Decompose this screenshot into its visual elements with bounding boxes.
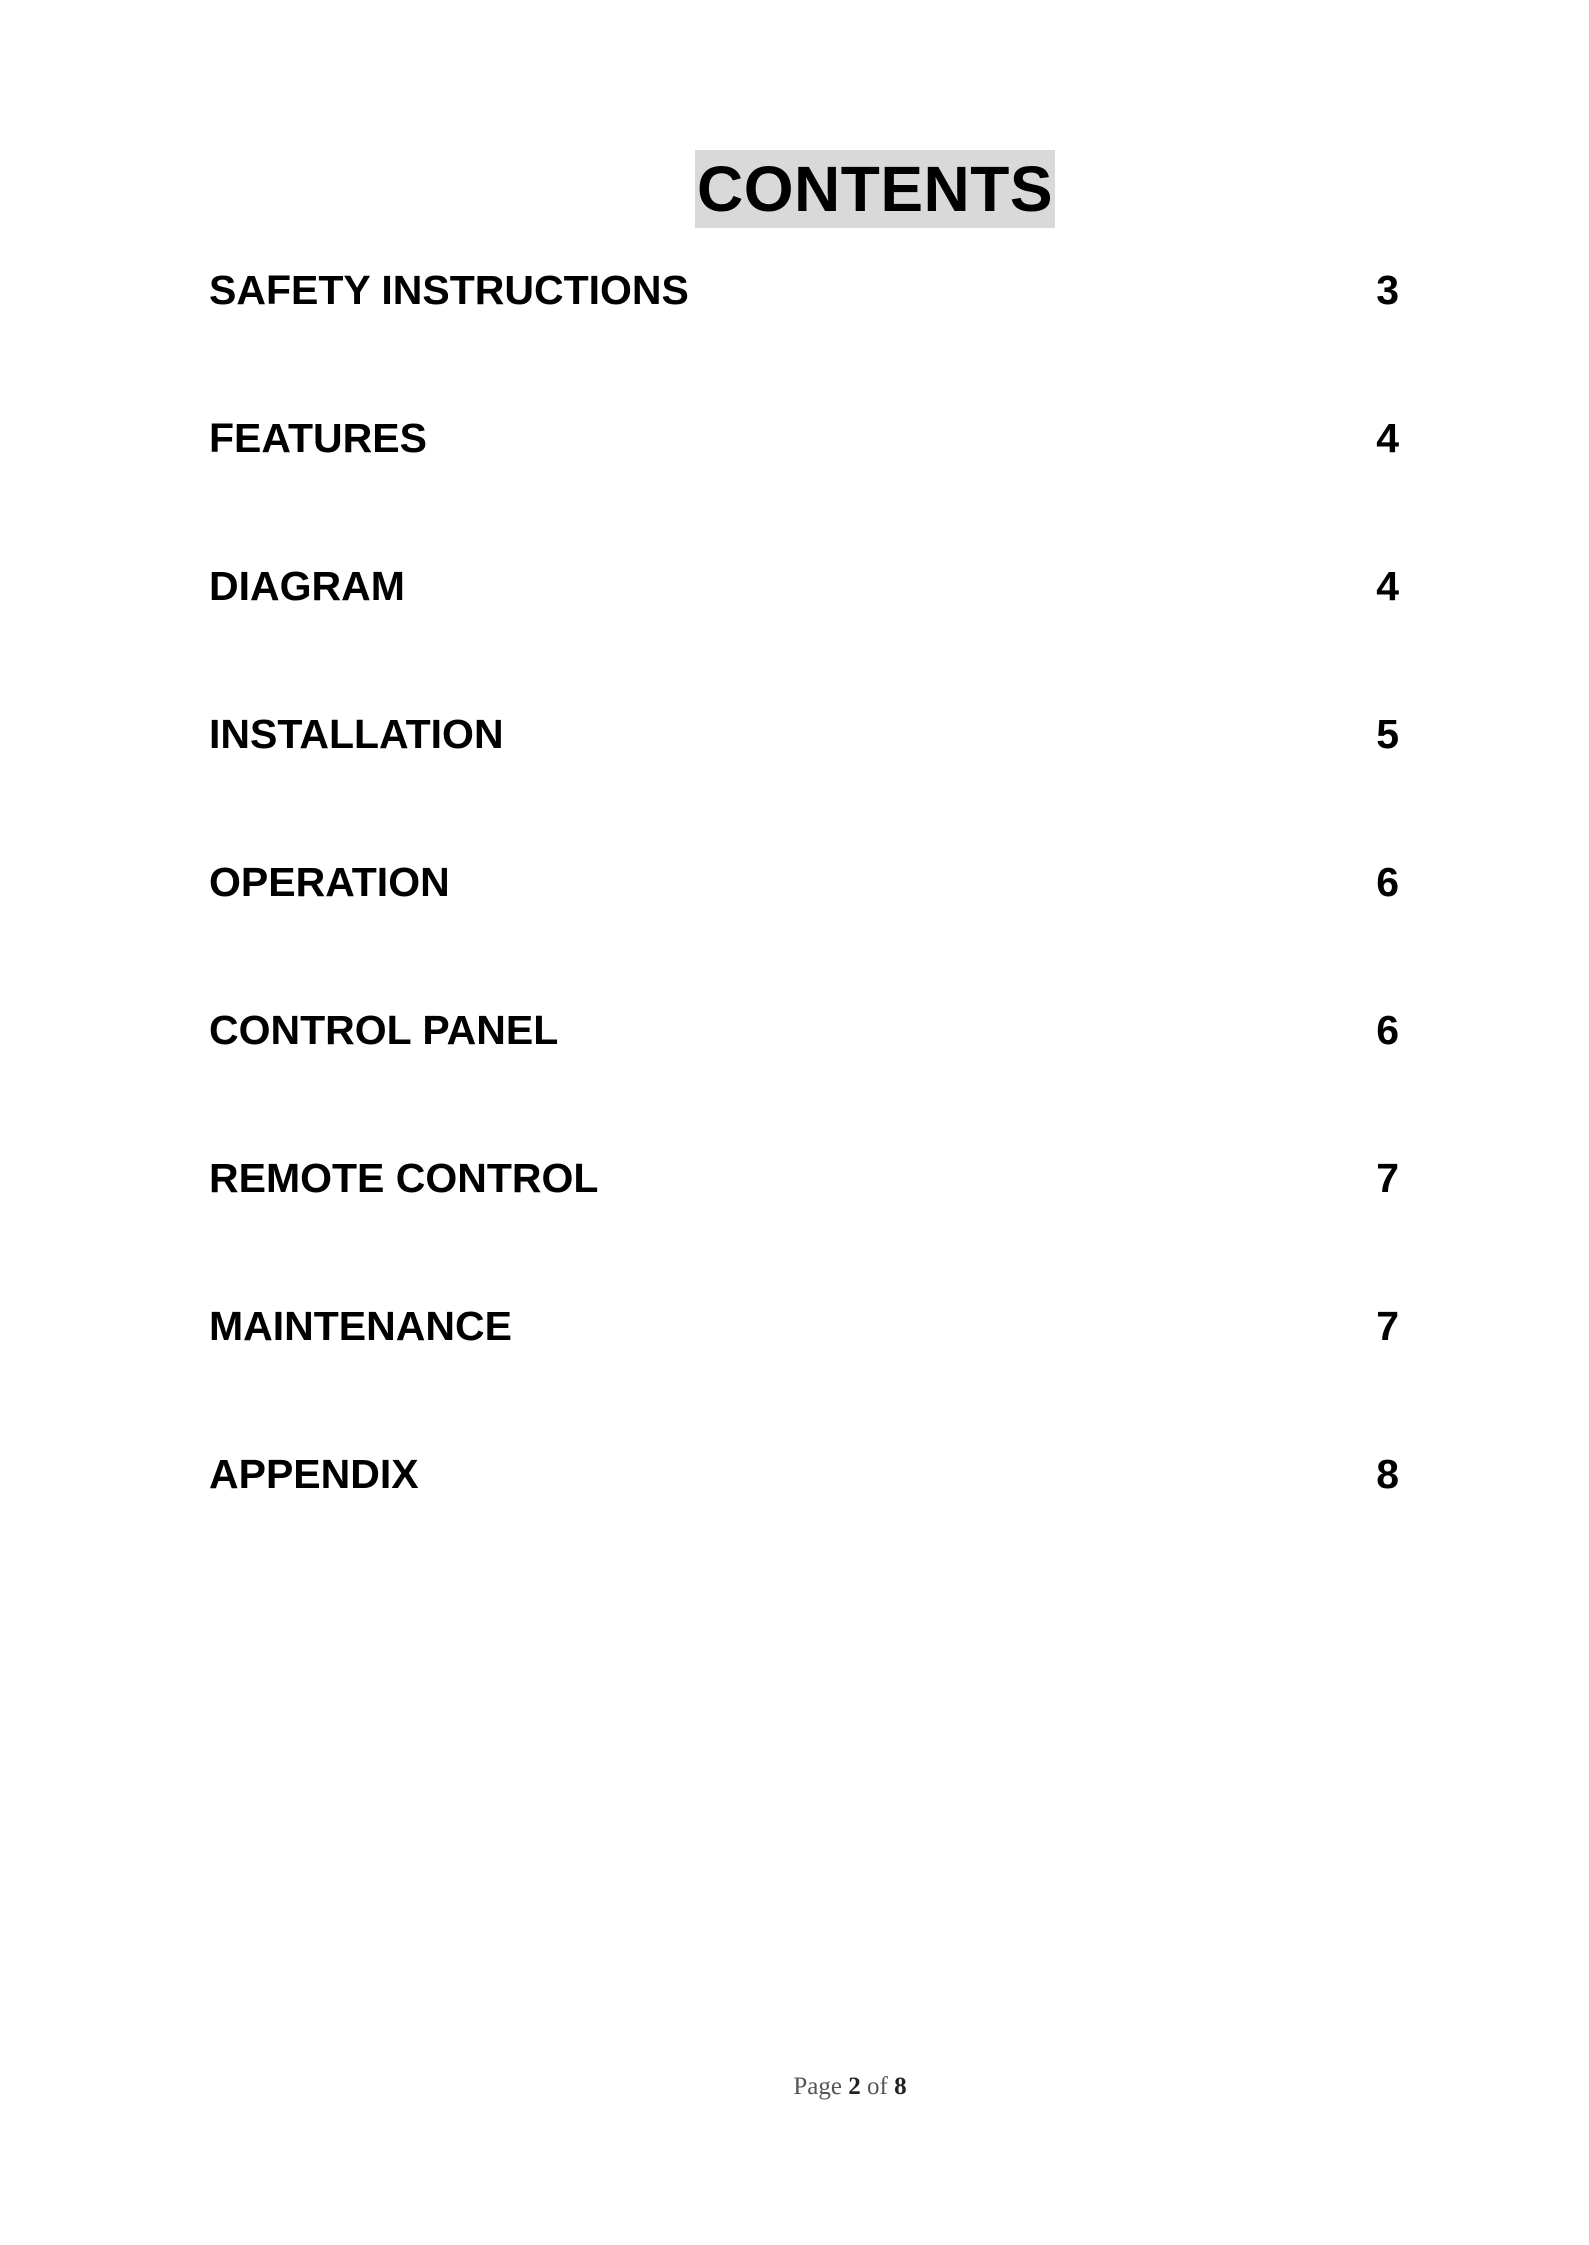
- toc-entry-label: OPERATION: [209, 859, 450, 905]
- toc-entry-page-number: 5: [1376, 711, 1399, 757]
- toc-entry-page-number: 6: [1376, 859, 1399, 905]
- toc-entry-maintenance: [209, 1291, 1399, 1439]
- toc-entry-diagram: [209, 551, 1399, 699]
- toc-entry-label: INSTALLATION: [209, 711, 504, 757]
- footer-total-pages: 8: [894, 2073, 907, 2100]
- toc-entry-appendix: [209, 1439, 1399, 1587]
- title-container: [0, 150, 1589, 228]
- toc-entry-page-number: 6: [1376, 1007, 1399, 1053]
- toc-entry-label: CONTROL PANEL: [209, 1007, 559, 1053]
- toc-entry-control-panel: [209, 995, 1399, 1143]
- page-title: CONTENTS: [695, 150, 1055, 228]
- footer-page-prefix: Page: [793, 2073, 843, 2100]
- footer-current-page: 2: [848, 2073, 861, 2100]
- toc-entry-label: MAINTENANCE: [209, 1303, 512, 1349]
- toc-entry-safety-instructions: [209, 255, 1399, 403]
- toc-entry-page-number: 7: [1376, 1303, 1399, 1349]
- page-footer: [0, 2073, 1589, 2101]
- toc-entry-page-number: 3: [1376, 267, 1399, 313]
- toc-entry-operation: [209, 847, 1399, 995]
- toc-entry-label: REMOTE CONTROL: [209, 1155, 599, 1201]
- toc-entry-label: DIAGRAM: [209, 563, 405, 609]
- toc-entry-label: SAFETY INSTRUCTIONS: [209, 267, 689, 313]
- table-of-contents: [209, 255, 1399, 1587]
- toc-entry-page-number: 8: [1376, 1451, 1399, 1497]
- footer-separator: of: [867, 2073, 888, 2100]
- toc-entry-page-number: 4: [1376, 415, 1399, 461]
- toc-entry-features: [209, 403, 1399, 551]
- toc-entry-remote-control: [209, 1143, 1399, 1291]
- toc-entry-page-number: 7: [1376, 1155, 1399, 1201]
- toc-entry-page-number: 4: [1376, 563, 1399, 609]
- toc-entry-label: FEATURES: [209, 415, 427, 461]
- toc-entry-label: APPENDIX: [209, 1451, 419, 1497]
- toc-entry-installation: [209, 699, 1399, 847]
